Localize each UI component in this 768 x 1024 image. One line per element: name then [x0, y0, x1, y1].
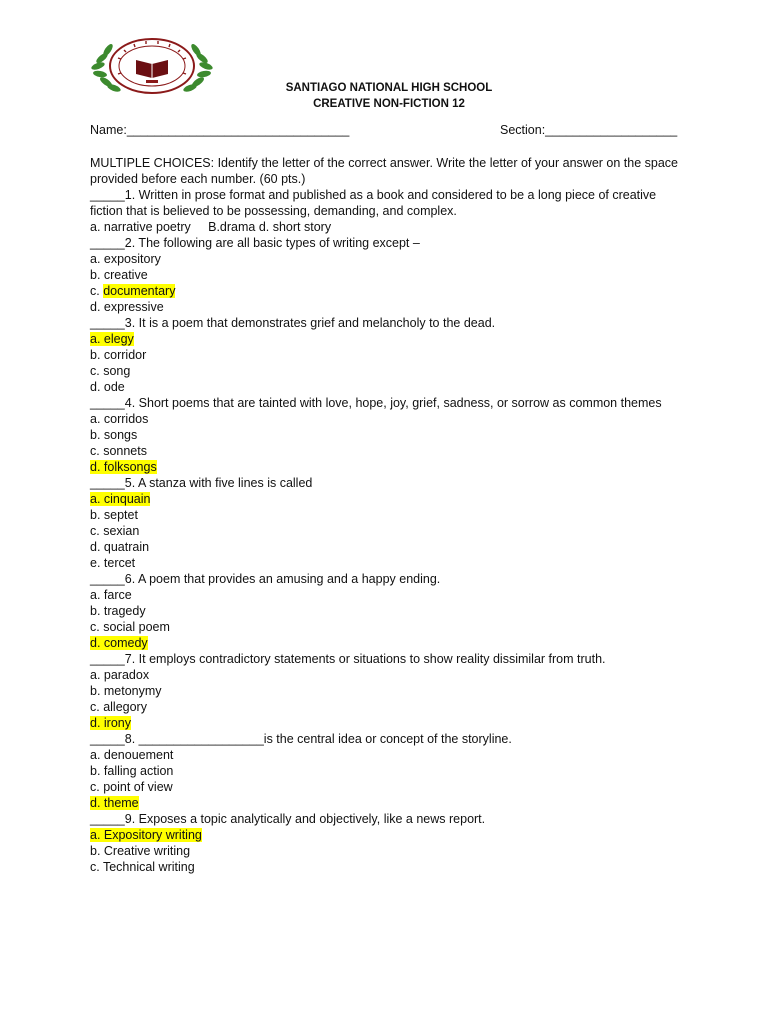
question-stem: _____1. Written in prose format and published as a book and considered to be a long piece of creative fiction that is believed to be possessing, demanding, and complex.: [90, 188, 657, 218]
choice-text: c. allegory: [90, 700, 147, 714]
school-name: SANTIAGO NATIONAL HIGH SCHOOL: [285, 82, 493, 94]
answer-choice: [90, 379, 690, 395]
answer-choice: [90, 411, 690, 427]
answer-choice: [90, 427, 690, 443]
answer-choice: [90, 491, 690, 507]
choice-text: b. tragedy: [90, 604, 146, 618]
question-stem: _____7. It employs contradictory statements or situations to show reality dissimilar from truth.: [90, 652, 606, 666]
section-label: Section:: [500, 123, 546, 137]
choice-text: b. corridor: [90, 348, 147, 362]
choice-text: b. metonymy: [90, 684, 162, 698]
answer-choice: [90, 443, 690, 459]
name-blank: ________________________________: [126, 123, 350, 137]
choice-letter: c.: [90, 284, 104, 298]
answer-choice: [90, 347, 690, 363]
highlighted-answer: a. elegy: [90, 332, 134, 346]
choice-text: a. farce: [90, 588, 132, 602]
answer-choice: [90, 843, 690, 859]
highlighted-answer: d. irony: [90, 716, 131, 730]
choice-text: a. narrative poetry B.drama d. short story: [90, 220, 332, 234]
answer-choice: [90, 363, 690, 379]
choice-text: b. songs: [90, 428, 138, 442]
question-stem: _____8. __________________is the central idea or concept of the storyline.: [90, 732, 512, 746]
answer-choice: [90, 219, 690, 235]
answer-choice: [90, 251, 690, 267]
answer-choice: [90, 507, 690, 523]
answer-choice: [90, 603, 690, 619]
question-list: [90, 155, 690, 875]
answer-choice: [90, 523, 690, 539]
highlighted-answer: d. folksongs: [90, 460, 157, 474]
choice-text: b. falling action: [90, 764, 174, 778]
answer-choice: [90, 587, 690, 603]
answer-choice: [90, 699, 690, 715]
choice-text: a. denouement: [90, 748, 174, 762]
choice-text: c. sonnets: [90, 444, 147, 458]
choice-text: e. tercet: [90, 556, 136, 570]
answer-choice: [90, 683, 690, 699]
name-label: Name:: [90, 123, 127, 137]
question-stem: _____5. A stanza with five lines is called: [90, 476, 313, 490]
answer-choice: [90, 795, 690, 811]
answer-choice: [90, 747, 690, 763]
answer-choice: [90, 667, 690, 683]
answer-choice: [90, 283, 690, 299]
answer-choice: [90, 715, 690, 731]
choice-text: c. song: [90, 364, 131, 378]
choice-text: b. Creative writing: [90, 844, 191, 858]
choice-text: c. Technical writing: [90, 860, 195, 874]
choice-text: a. paradox: [90, 668, 150, 682]
choice-text: c. sexian: [90, 524, 140, 538]
highlighted-answer: documentary: [103, 284, 176, 298]
document-header: [0, 80, 768, 112]
section-field: [500, 123, 677, 137]
section-blank: ___________________: [545, 123, 678, 137]
choice-text: c. point of view: [90, 780, 173, 794]
answer-choice: [90, 331, 690, 347]
choice-text: b. creative: [90, 268, 148, 282]
choice-text: b. septet: [90, 508, 138, 522]
highlighted-answer: a. Expository writing: [90, 828, 202, 842]
highlighted-answer: d. theme: [90, 796, 139, 810]
question-stem: _____6. A poem that provides an amusing and a happy ending.: [90, 572, 441, 586]
answer-choice: [90, 859, 690, 875]
answer-choice: [90, 539, 690, 555]
question-stem: _____2. The following are all basic types of writing except –: [90, 236, 420, 250]
answer-choice: [90, 619, 690, 635]
question-stem: _____4. Short poems that are tainted with love, hope, joy, grief, sadness, or sorrow as common themes: [90, 396, 662, 410]
highlighted-answer: a. cinquain: [90, 492, 151, 506]
answer-choice: [90, 827, 690, 843]
answer-choice: [90, 267, 690, 283]
instructions: MULTIPLE CHOICES: Identify the letter of the correct answer. Write the letter of your answer on the space provided before each number. (60 pts.): [90, 156, 678, 186]
highlighted-answer: d. comedy: [90, 636, 148, 650]
choice-text: d. expressive: [90, 300, 164, 314]
choice-text: d. ode: [90, 380, 125, 394]
answer-choice: [90, 555, 690, 571]
name-field: [90, 123, 349, 137]
choice-text: a. expository: [90, 252, 161, 266]
answer-choice: [90, 459, 690, 475]
answer-choice: [90, 299, 690, 315]
question-stem: _____9. Exposes a topic analytically and objectively, like a news report.: [90, 812, 486, 826]
choice-text: d. quatrain: [90, 540, 150, 554]
choice-text: a. corridos: [90, 412, 149, 426]
answer-choice: [90, 763, 690, 779]
answer-choice: [90, 635, 690, 651]
question-stem: _____3. It is a poem that demonstrates grief and melancholy to the dead.: [90, 316, 496, 330]
subject-title: CREATIVE NON-FICTION 12: [313, 98, 465, 110]
choice-text: c. social poem: [90, 620, 170, 634]
answer-choice: [90, 779, 690, 795]
